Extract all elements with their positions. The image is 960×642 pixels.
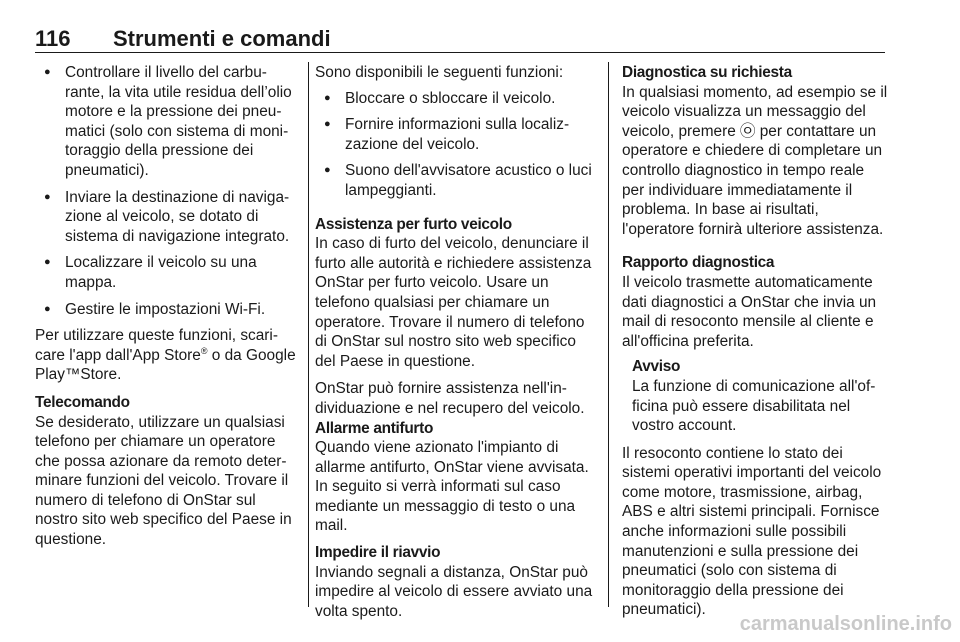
section-heading-riavvio: Impedire il riavvio — [315, 544, 441, 562]
header-rule — [35, 52, 885, 53]
column-2 — [315, 63, 595, 629]
theft-paragraph-2: OnStar può fornire assistenza nell'individuazione e nel recupero del veicolo. — [315, 380, 585, 417]
registered-mark: ® — [200, 345, 208, 356]
list-item: ● Inviare la destinazione di navigazione al veicolo, se dotato di sistema di navigazione integrato. — [35, 188, 301, 247]
chapter-title: Strumenti e comandi — [113, 26, 331, 51]
remote-paragraph: Se desiderato, utilizzare un qualsiasi telefono per chiamare un operatore che possa azionare da remoto determinare funzioni del veicolo. Trovare il numero di telefono di OnStar sul nostro sito web specifico del Paese in questione. — [35, 413, 292, 549]
functions-list — [315, 89, 595, 201]
theft-paragraph: In caso di furto del veicolo, denunciare il furto alle autorità e richiedere assistenza OnStar per furto veicolo. Usare un telefono qualsiasi per chiamare un operatore. Trovare il numero di telefono di OnStar sul nostro sito web specifico del Paese in questione. — [315, 235, 592, 370]
section-heading-allarme: Allarme antifurto — [315, 419, 434, 437]
column-divider-1 — [308, 62, 309, 607]
page-number: 116 — [35, 26, 71, 51]
column-1 — [35, 63, 301, 558]
report-paragraph: Il veicolo trasmette automaticamente dati diagnostici a OnStar che invia un mail di resoconto mensile al cliente e all'officina preferita. — [622, 273, 877, 350]
note-box — [622, 357, 888, 435]
section-heading-diagnostica: Diagnostica su richiesta — [622, 64, 792, 81]
section-heading-furto: Assistenza per furto veicolo — [315, 215, 512, 233]
list-item: ● Bloccare o sbloccare il veicolo. — [315, 89, 595, 109]
alarm-paragraph: Quando viene azionato l'impianto di allarme antifurto, OnStar viene avvisata. In seguito si verrà informati sul caso mediante un messaggio di testo o una mail. — [315, 439, 589, 535]
list-item: ● Suono dell'avvisatore acustico o luci lampeggianti. — [315, 161, 595, 200]
feature-list — [35, 63, 301, 319]
app-paragraph: Per utilizzare queste funzioni, scaricare l'app dall'App Store® o da Google Play™Store. — [35, 327, 296, 384]
column-3 — [622, 63, 888, 628]
restart-paragraph: Inviando segnali a distanza, OnStar può impedire al veicolo di essere avviato una volta spento. — [315, 563, 593, 620]
functions-intro: Sono disponibili le seguenti funzioni: — [315, 64, 564, 81]
page-header — [35, 26, 885, 52]
section-heading-telecomando: Telecomando — [35, 393, 130, 411]
list-item: ● Gestire le impostazioni Wi-Fi. — [35, 300, 301, 320]
note-heading: Avviso — [632, 358, 681, 376]
list-item: ● Fornire informazioni sulla localizzazione del veicolo. — [315, 115, 595, 154]
watermark: carmanualsonline.info — [739, 613, 952, 635]
note-text: La funzione di comunicazione all'officina può essere disabilitata nel vostro account. — [632, 377, 876, 435]
column-divider-2 — [608, 62, 609, 607]
diag-paragraph: In qualsiasi momento, ad esempio se il veicolo visualizza un messaggio del veicolo, premere ㉧ per contattare un operatore e chiedere di completare un controllo diagnostico in tempo reale per individuare immediatamente il problema. In base ai risultati, l'operatore fornirà ulteriore assistenza. — [622, 83, 888, 238]
list-item: ● Controllare il livello del carburante, la vita utile residua dell’olio motore e la pressione dei pneumatici (solo con sistema di monitoraggio della pressione dei pneumatici). — [35, 63, 301, 181]
list-item: ● Localizzare il veicolo su una mappa. — [35, 253, 301, 292]
onstar-button-icon: ㉧ — [740, 122, 756, 140]
section-heading-rapporto: Rapporto diagnostica — [622, 254, 775, 272]
report-paragraph-2: Il resoconto contiene lo stato dei sistemi operativi importanti del veicolo come motore, trasmissione, airbag, ABS e altri sistemi principali. Fornisce anche informazioni sulle possibili manutenzioni e sulla pressione dei pneumatici (solo con sistema di monitoraggio della pressione dei pneumatici). — [622, 444, 882, 619]
